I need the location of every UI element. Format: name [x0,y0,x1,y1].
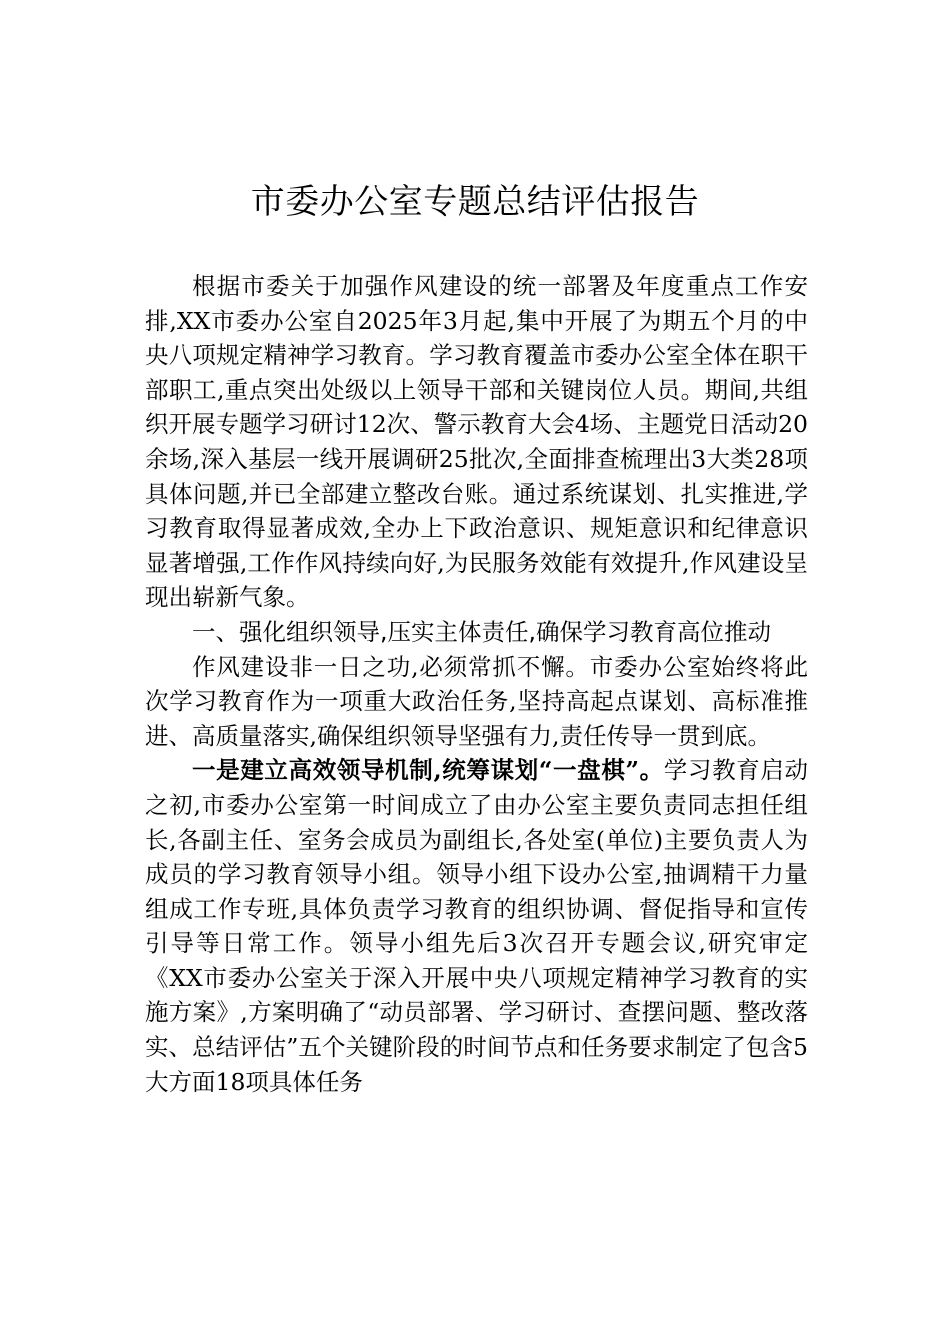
point-1-lead: 一是建立高效领导机制,统筹谋划“一盘棋”。 [192,756,664,785]
section-1-paragraph: 作风建设非一日之功,必须常抓不懈。市委办公室始终将此次学习教育作为一项重大政治任务,坚持高起点谋划、高标准推进、高质量落实,确保组织领导坚强有力,责任传导一贯到底。 [145,652,808,750]
point-1-body: 学习教育启动之初,市委办公室第一时间成立了由办公室主要负责同志担任组长,各副主任、室务会成员为副组长,各处室(单位)主要负责人为成员的学习教育领导小组。领导小组下设办公室,抽调精干力量组成工作专班,具体负责学习教育的组织协调、督促指导和宣传引导等日常工作。领导小组先后3次召开专题会议,研究审定《XX市委办公室关于深入开展中央八项规定精神学习教育的实施方案》,方案明确了“动员部署、学习研讨、查摆问题、整改落实、总结评估”五个关键阶段的时间节点和任务要求制定了包含5大方面18项具体任务 [145,756,809,1096]
intro-paragraph: 根据市委关于加强作风建设的统一部署及年度重点工作安排,XX市委办公室自2025年3月起,集中开展了为期五个月的中央八项规定精神学习教育。学习教育覆盖市委办公室全体在职干部职工,重点突出处级以上领导干部和关键岗位人员。期间,共组织开展专题学习研讨12次、警示教育大会4场、主题党日活动20余场,深入基层一线开展调研25批次,全面排查梳理出3大类28项具体问题,并已全部建立整改台账。通过系统谋划、扎实推进,学习教育取得显著成效,全办上下政治意识、规矩意识和纪律意识显著增强,工作作风持续向好,为民服务效能有效提升,作风建设呈现出崭新气象。 [145,272,808,612]
document-body [145,269,808,1099]
document-title: 市委办公室专题总结评估报告 [250,182,700,222]
point-1-paragraph [145,753,808,1099]
section-heading-1: 一、强化组织领导,压实主体责任,确保学习教育高位推动 [192,617,771,646]
